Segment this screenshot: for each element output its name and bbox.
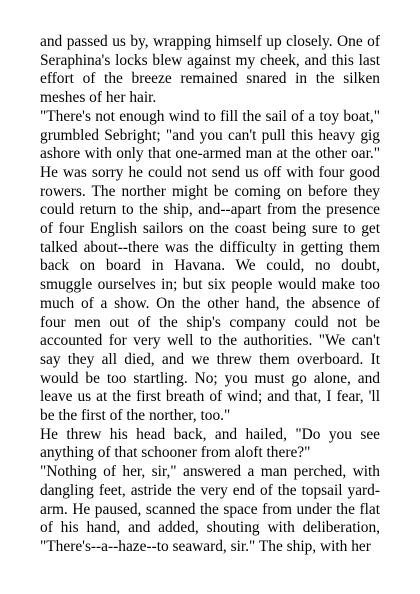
book-page-text <box>40 33 380 557</box>
paragraph-2: "There's not enough wind to fill the sail of a toy boat," grumbled Sebright; "and you can't pull this heavy gig ashore with only that one-armed man at the other oar." He was sorry he could not send us off with four good rowers. The norther might be coming on before they could return to the ship, and--apart from the presence of four English sailors on the coast being sure to get talked about--there was the difficulty in getting them back on board in Havana. We could, no doubt, smuggle ourselves in; but six people would make too much of a show. On the other hand, the absence of four men out of the ship's company could not be accounted for very well to the authorities. "We can't say they all died, and we threw them overboard. It would be too startling. No; you must go alone, and leave us at the first breath of wind; and that, I fear, 'll be the first of the norther, too." <box>40 107 380 425</box>
paragraph-1: and passed us by, wrapping himself up closely. One of Seraphina's locks blew against my cheek, and this last effort of the breeze remained snared in the silken meshes of her hair. <box>40 33 380 107</box>
paragraph-4: "Nothing of her, sir," answered a man perched, with dangling feet, astride the very end of the topsail yard-arm. He paused, scanned the space from under the flat of his hand, and added, shouting with deliberation, "There's--a--haze--to seaward, sir." The ship, with her <box>40 463 380 555</box>
paragraph-3: He threw his head back, and hailed, "Do you see anything of that schooner from aloft there?" <box>40 425 380 462</box>
